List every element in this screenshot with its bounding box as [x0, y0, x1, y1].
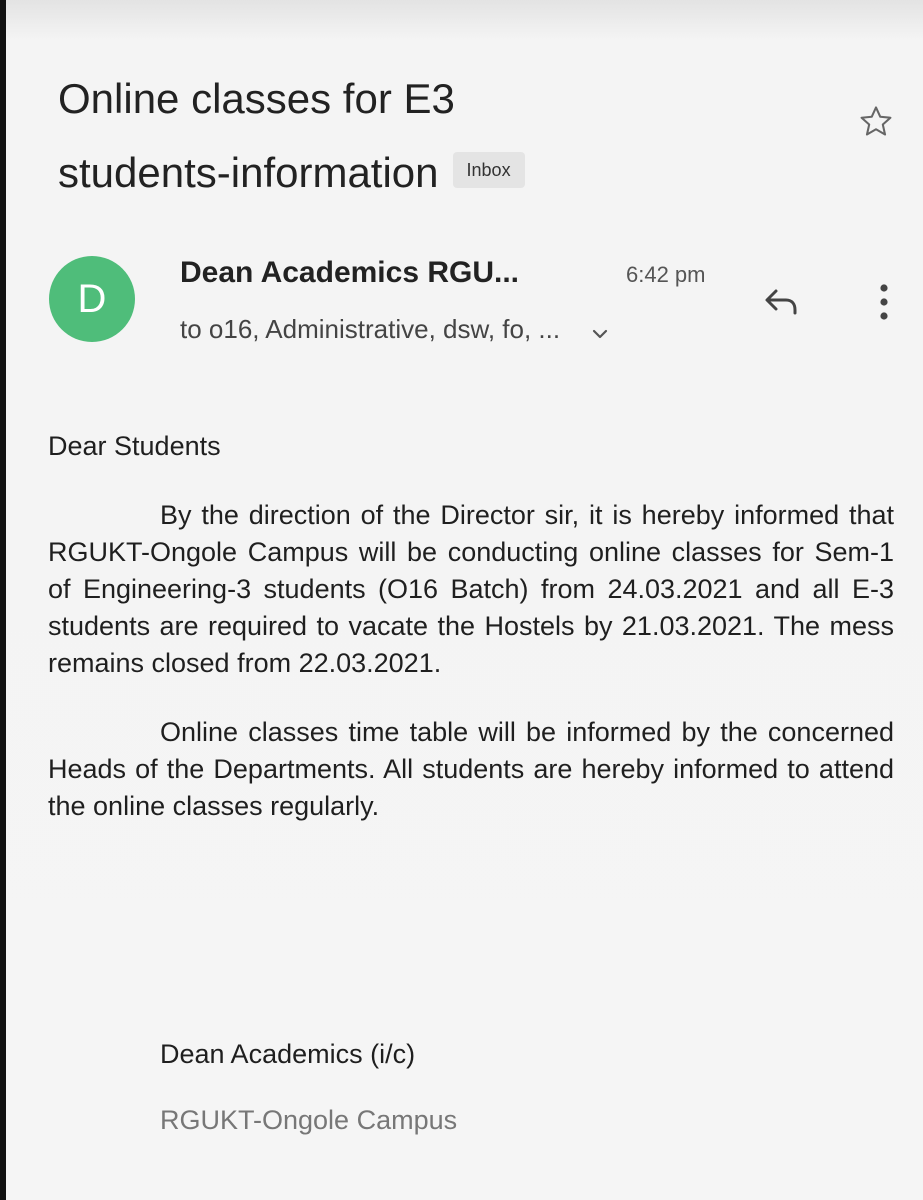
- email-view: [6, 0, 923, 1200]
- chevron-down-icon: [591, 316, 609, 347]
- sender-avatar[interactable]: [49, 256, 135, 342]
- email-body: [48, 428, 894, 857]
- email-greeting: Dear Students: [48, 431, 221, 461]
- email-subject: [58, 62, 778, 210]
- star-button[interactable]: [854, 100, 898, 144]
- reply-button[interactable]: [758, 280, 806, 324]
- email-paragraph-1: By the direction of the Director sir, it is hereby informed that RGUKT-Ongole Campus will be conducting online classes for Sem-1 of Engineering-3 students (O16 Batch) from 24.03.2021 and all E-3 students are required to vacate the Hostels by 21.03.2021. The mess remains closed from 22.03.2021.: [48, 500, 894, 678]
- more-vert-icon: [879, 282, 889, 322]
- signature-title: Dean Academics (i/c): [160, 1039, 416, 1069]
- sender-name[interactable]: Dean Academics RGU...: [180, 256, 520, 289]
- recipients-text: to o16, Administrative, dsw, fo, ...: [180, 314, 561, 344]
- sent-time: 6:42 pm: [626, 262, 706, 287]
- email-paragraph-2: Online classes time table will be informed by the concerned Heads of the Departments. All students are hereby informed to attend the online classes regularly.: [48, 717, 894, 821]
- subject-line-1: Online classes for E3: [58, 75, 455, 122]
- more-options-button[interactable]: [864, 276, 904, 328]
- star-outline-icon: [857, 103, 895, 141]
- avatar-letter: D: [77, 276, 107, 321]
- recipients-toggle[interactable]: [180, 314, 609, 347]
- reply-icon: [762, 285, 802, 319]
- signature-organization: RGUKT-Ongole Campus: [160, 1105, 458, 1135]
- email-signature: [160, 1034, 457, 1140]
- inbox-label-chip[interactable]: Inbox: [453, 152, 525, 188]
- subject-line-2: students-information: [58, 149, 439, 196]
- subject-line-2-row: [58, 136, 778, 210]
